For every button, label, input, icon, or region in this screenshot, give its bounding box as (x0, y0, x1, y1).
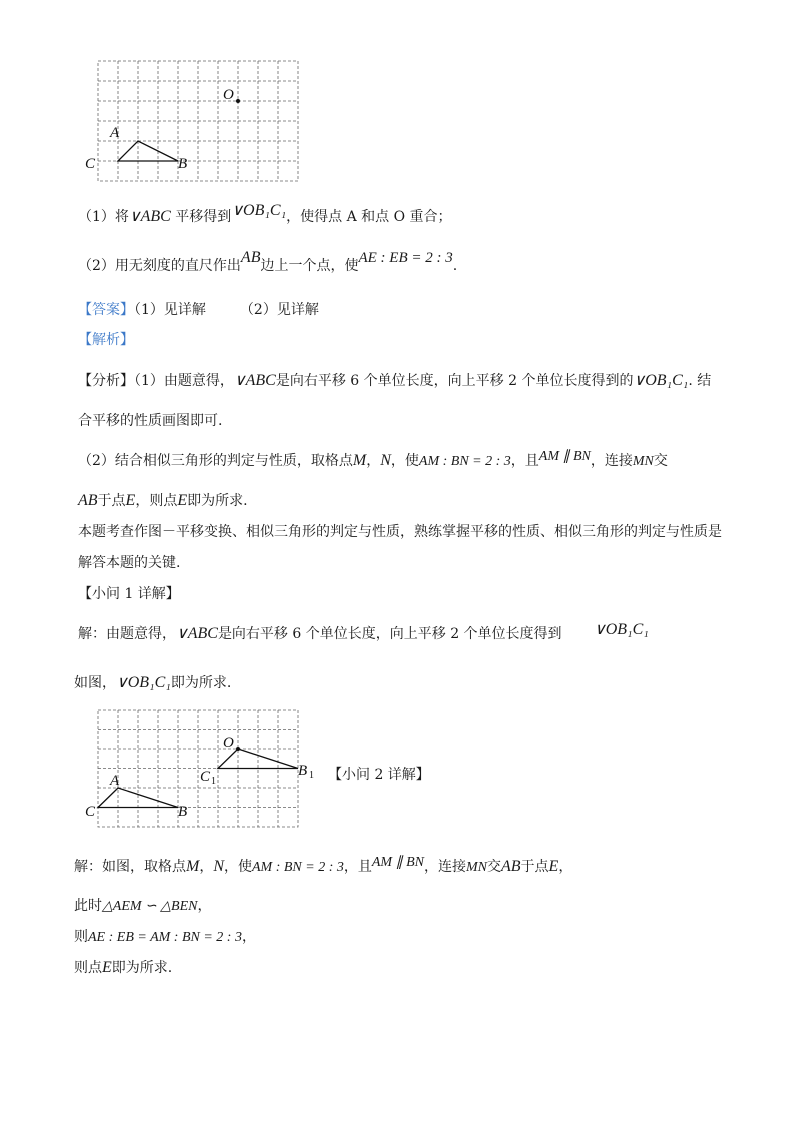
grid-1 (98, 61, 298, 181)
label-o: O (223, 735, 234, 751)
sub2-solution-line-3: 则AE : EB = AM : BN = 2 : 3， (74, 929, 256, 945)
label-b1: B (298, 763, 308, 779)
point-o (236, 747, 240, 751)
question-1: （1）将∨ABC 平移得到∨OB₁C₁，使得点 A 和点 O 重合； (78, 202, 452, 225)
analysis-line-6: 解答本题的关键. (78, 555, 181, 571)
label-b1-sub: 1 (309, 770, 314, 781)
sub2-title: 【小问 2 详解】 (328, 767, 430, 783)
analysis-tag: 【解析】 (78, 332, 134, 348)
figure-1 (80, 55, 310, 185)
triangle-abc (118, 141, 178, 161)
sub1-title: 【小问 1 详解】 (78, 586, 180, 602)
label-b: B (178, 156, 188, 172)
label-c: C (85, 156, 96, 172)
analysis-line-3: （2）结合相似三角形的判定与性质，取格点M，N，使AM : BN = 2 : 3，且AM ∥ BN，连接MN交 (78, 449, 668, 469)
analysis-line-1: 【分析】（1）由题意得，∨ABC是向右平移 6 个单位长度，向上平移 2 个单位长度得到的∨OB₁C₁. 结 (78, 372, 712, 389)
sub2-solution-line-2: 此时△AEM ∽ △BEN， (74, 898, 212, 914)
answer-line: 【答案】（1）见详解 （2）见详解 (78, 302, 319, 318)
label-c1-sub: 1 (211, 776, 216, 787)
analysis-line-4: AB于点E，则点E即为所求. (78, 492, 248, 509)
analysis-line-2: 合平移的性质画图即可. (78, 413, 223, 429)
label-o: O (223, 87, 234, 103)
point-o (236, 99, 240, 103)
question-2: （2）用无刻度的直尺作出AB边上一个点，使AE : EB = 2 : 3. (78, 249, 458, 274)
figure-2 (80, 705, 320, 830)
sub1-result-triangle: ∨OB₁C₁ (594, 621, 649, 638)
analysis-line-5: 本题考查作图－平移变换、相似三角形的判定与性质，熟练掌握平移的性质、相似三角形的判定与性质是 (78, 524, 722, 540)
label-c1: C (200, 769, 211, 785)
sub2-solution-line-1: 解：如图，取格点M，N，使AM : BN = 2 : 3，且AM ∥ BN，连接MN交AB于点E， (74, 855, 573, 875)
sub2-solution-line-4: 则点E即为所求. (74, 959, 173, 976)
label-a: A (110, 773, 120, 789)
sub1-solution: 解：由题意得，∨ABC是向右平移 6 个单位长度，向上平移 2 个单位长度得到 (78, 625, 562, 642)
label-b: B (178, 804, 188, 820)
label-c: C (85, 804, 96, 820)
answer-tag: 【答案】 (78, 302, 134, 318)
label-a: A (110, 125, 120, 141)
sub1-figure-note: 如图，∨OB₁C₁即为所求. (74, 674, 232, 691)
